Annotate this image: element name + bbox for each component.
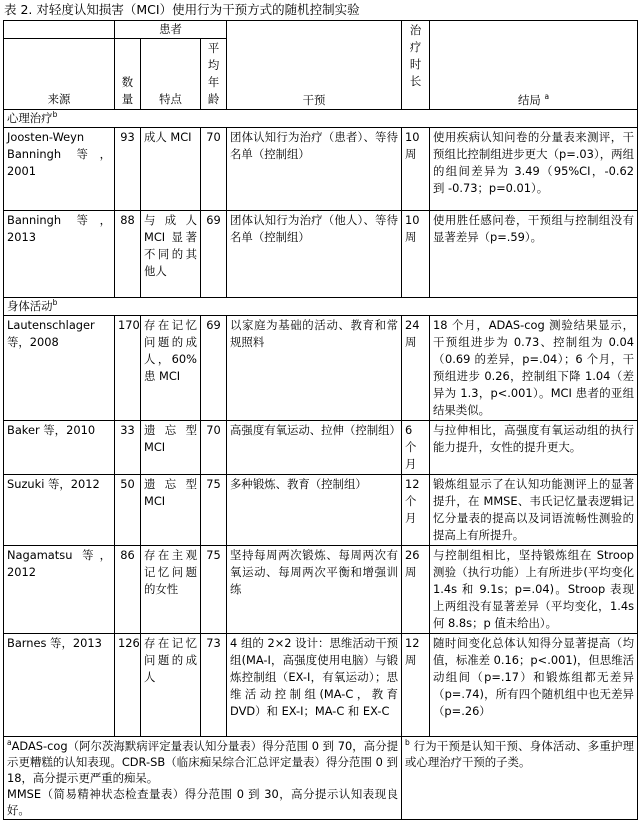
table-row [4, 634, 638, 737]
source-header: 来源 [4, 39, 115, 110]
age-cell: 75 [201, 475, 227, 546]
section-label: 心理治疗$^b$ [4, 110, 638, 128]
table-row [4, 211, 638, 298]
duration-cell: 10 周 [402, 128, 430, 211]
section-row [4, 110, 638, 128]
source-cell: Suzuki 等，2012 [4, 475, 115, 546]
intervention-header: 干预 [227, 21, 402, 110]
duration-cell: 6 个月 [402, 421, 430, 475]
table-row [4, 421, 638, 475]
result-cell: 18 个月，ADAS-cog 测验结果显示，干预组进步为 0.73、控制组为 0.04（0.69 的差异，p=.04）；6 个月，干预组进步 0.26，控制组下降 1.04（差异为 1.3，p<.001）。MCI 患者的亚组结果类似。 [430, 316, 638, 421]
source-cell: Nagamatsu 等，2012 [4, 546, 115, 634]
result-cell: 与拉伸相比，高强度有氧运动组的执行能力提升，女性的提升更大。 [430, 421, 638, 475]
result-cell: 使用胜任感问卷，干预组与控制组没有显著差异（p=.59）。 [430, 211, 638, 298]
duration-cell: 26 周 [402, 546, 430, 634]
count-cell: 88 [115, 211, 141, 298]
age-cell: 69 [201, 211, 227, 298]
age-header: 平均年龄 [201, 39, 227, 110]
header-row-top [4, 21, 638, 39]
table-title: 表 2. 对轻度认知损害（MCI）使用行为干预方式的随机控制实验 [4, 2, 360, 17]
table-row [4, 316, 638, 421]
rct-table [3, 20, 638, 820]
traits-cell: 遗忘型 MCI [141, 475, 201, 546]
duration-cell: 24 周 [402, 316, 430, 421]
count-cell: 86 [115, 546, 141, 634]
duration-header: 治疗时长 [402, 21, 430, 110]
intervention-cell: 团体认知行为治疗（他人）、等待名单（控制组） [227, 211, 402, 298]
result-cell: 锻炼组显示了在认知功能测评上的显著提升，在 MMSE、韦氏记忆量表逻辑记忆分量表的提高以及词语流畅性测验的提高上有所提升。 [430, 475, 638, 546]
intervention-cell: 团体认知行为治疗（患者）、等待名单（控制组） [227, 128, 402, 211]
result-cell: 与控制组相比，坚持锻炼组在 Stroop 测验（执行功能）上有所进步(平均变化 1.4s 和 9.1s；p=.04)。Stroop 表现上两组没有显著差异（平均变化，1.4s 何 8.8s；p 值未给出）。 [430, 546, 638, 634]
footnote-b: $^b$ 行为干预是认知干预、身体活动、多重护理或心理治疗干预的子类。 [402, 737, 638, 820]
duration-cell: 12 个月 [402, 475, 430, 546]
count-header: 数量 [115, 39, 141, 110]
section-label: 身体活动$^b$ [4, 298, 638, 316]
patient-group-header: 患者 [115, 21, 227, 39]
age-cell: 69 [201, 316, 227, 421]
section-row [4, 298, 638, 316]
footnote-mmse: MMSE（简易精神状态检查量表）得分范围 0 到 30，高分提示认知表现良好。 [7, 787, 399, 817]
table-row [4, 128, 638, 211]
duration-cell: 12 周 [402, 634, 430, 737]
source-cell: Joosten-Weyn Banningh 等，2001 [4, 128, 115, 211]
footnote-row [4, 737, 638, 820]
traits-cell: 成人 MCI [141, 128, 201, 211]
intervention-cell: 4 组的 2×2 设计：思维活动干预组(MA-I，高强度使用电脑）与锻炼控制组（EX-I，有氧运动）；思维活动控制组(MA-C，教育 DVD）和 EX-I；MA-C 和 EX-C [227, 634, 402, 737]
age-cell: 75 [201, 546, 227, 634]
result-header: 结局 $^a$ [430, 21, 638, 110]
traits-cell: 存在记忆问题的成人 [141, 634, 201, 737]
count-cell: 170 [115, 316, 141, 421]
source-cell: Barnes 等，2013 [4, 634, 115, 737]
table-row [4, 475, 638, 546]
source-cell: Banningh 等，2013 [4, 211, 115, 298]
age-cell: 73 [201, 634, 227, 737]
footnote-a: $^a$ADAS-cog（阿尔茨海默病评定量表认知分量表）得分范围 0 到 70，高分提示更糟糕的认知表现。CDR-SB（临床痴呆综合汇总评定量表）得分范围 0 到 18，高分提示更严重的痴呆。 MMSE（简易精神状态检查量表）得分范围 0 到 30，高分提示认知表现良好。 [4, 737, 402, 820]
traits-cell: 存在记忆问题的成人，60% 患 MCI [141, 316, 201, 421]
count-cell: 33 [115, 421, 141, 475]
age-cell: 70 [201, 128, 227, 211]
intervention-cell: 高强度有氧运动、拉伸（控制组） [227, 421, 402, 475]
count-cell: 93 [115, 128, 141, 211]
result-cell: 随时间变化总体认知得分显著提高（均值，标准差 0.16；p<.001)，但思维活动组间（p=.17）和锻炼组都无差异（p=.74)，所有四个随机组中也无差异（p=.26） [430, 634, 638, 737]
traits-header: 特点 [141, 39, 201, 110]
result-cell: 使用疾病认知问卷的分量表来测评，干预组比控制组进步更大（p=.03），两组的组间差异为 3.49（95%CI，-0.62 到 -0.73；p=0.01）。 [430, 128, 638, 211]
source-cell: Lautenschlager 等，2008 [4, 316, 115, 421]
traits-cell: 与成人 MCI 显著不同的其他人 [141, 211, 201, 298]
table-row [4, 546, 638, 634]
traits-cell: 遗忘型 MCI [141, 421, 201, 475]
intervention-cell: 以家庭为基础的活动、教育和常规照料 [227, 316, 402, 421]
traits-cell: 存在主观记忆问题的女性 [141, 546, 201, 634]
source-cell: Baker 等，2010 [4, 421, 115, 475]
count-cell: 50 [115, 475, 141, 546]
intervention-cell: 多种锻炼、教育（控制组） [227, 475, 402, 546]
intervention-cell: 坚持每周两次锻炼、每周两次有氧运动、每周两次平衡和增强训练 [227, 546, 402, 634]
duration-cell: 10 周 [402, 211, 430, 298]
age-cell: 70 [201, 421, 227, 475]
count-cell: 126 [115, 634, 141, 737]
